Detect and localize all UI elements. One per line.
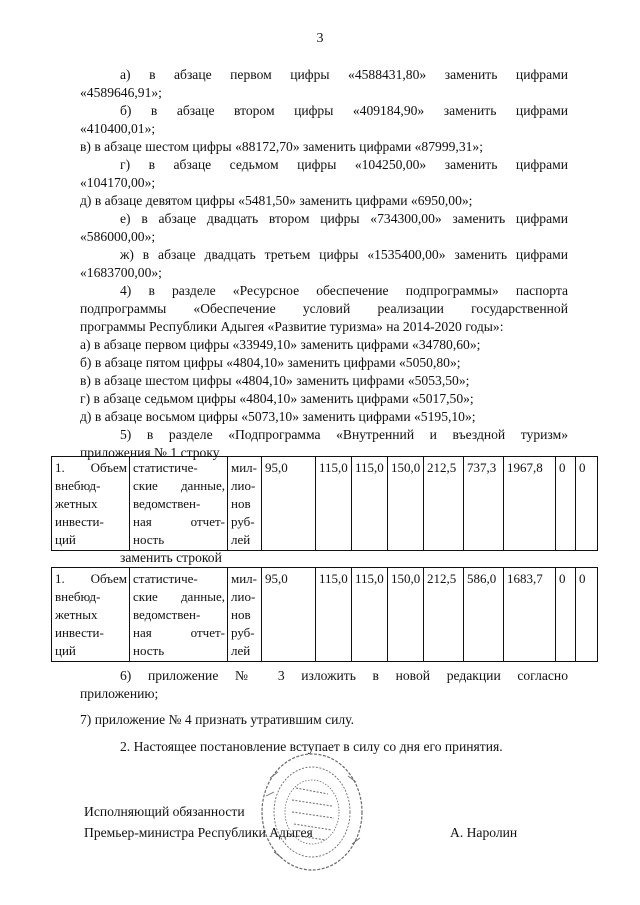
item-b-line2: «410400,01»;: [80, 121, 156, 136]
item-v: в) в абзаце шестом цифры «88172,70» заменить цифрами «87999,31»;: [80, 139, 483, 154]
table-row: [52, 457, 598, 551]
section4-line2: подпрограммы «Обеспечение условий реализации государственной: [80, 301, 568, 316]
unit-cell: мил- лио- нов руб- лей: [228, 457, 262, 551]
value-cell: 1683,7: [504, 568, 556, 662]
value-cell: 150,0: [388, 568, 424, 662]
item-b-line1: б) в абзаце втором цифры «409184,90» заменить цифрами: [120, 103, 568, 118]
closing-items: [80, 667, 568, 729]
value-cell: 95,0: [262, 457, 316, 551]
section5-line2: приложения № 1 строку: [80, 445, 220, 460]
new-row-table: [51, 567, 598, 662]
section5-line1: 5) в разделе «Подпрограмма «Внутренний и въездной туризм»: [120, 427, 568, 442]
item6-line1: 6) приложение № 3 изложить в новой редакции согласно: [120, 668, 568, 683]
item-a-line1: а) в абзаце первом цифры «4588431,80» заменить цифрами: [120, 67, 568, 82]
item-d: д) в абзаце девятом цифры «5481,50» заменить цифрами «6950,00»;: [80, 193, 473, 208]
item4-v: в) в абзаце шестом цифры «4804,10» заменить цифрами «5053,50»;: [80, 373, 470, 388]
source-cell: статистиче- ские данные, ведомствен- ная отчет- ность: [130, 457, 228, 551]
old-row-table: [51, 456, 598, 551]
item4-a: а) в абзаце первом цифры «33949,10» заменить цифрами «34780,60»;: [80, 337, 481, 352]
signatory-name: А. Наролин: [450, 825, 518, 840]
official-seal-stamp: [256, 748, 368, 876]
item-zh-line2: «1683700,00»;: [80, 265, 162, 280]
value-cell: 115,0: [352, 457, 388, 551]
value-cell: 115,0: [352, 568, 388, 662]
value-cell: 0: [556, 568, 576, 662]
value-cell: 0: [576, 457, 598, 551]
value-cell: 212,5: [424, 457, 464, 551]
value-cell: 95,0: [262, 568, 316, 662]
item-zh-line1: ж) в абзаце двадцать третьем цифры «1535400,00» заменить цифрами: [120, 247, 568, 262]
unit-cell: мил- лио- нов руб- лей: [228, 568, 262, 662]
item-e-line1: е) в абзаце двадцать втором цифры «734300,00» заменить цифрами: [120, 211, 568, 226]
item-g-line2: «104170,00»;: [80, 175, 156, 190]
section4-line3: программы Республики Адыгея «Развитие туризма» на 2014-2020 годы»:: [80, 319, 504, 334]
replace-with-row-label: заменить строкой: [120, 550, 222, 565]
item7: 7) приложение № 4 признать утратившим силу.: [80, 712, 354, 727]
value-cell: 150,0: [388, 457, 424, 551]
item-g-line1: г) в абзаце седьмом цифры «104250,00» заменить цифрами: [120, 157, 568, 172]
signatory-title-line1: Исполняющий обязанности: [84, 804, 245, 819]
value-cell: 115,0: [316, 457, 352, 551]
section4-line1: 4) в разделе «Ресурсное обеспечение подпрограммы» паспорта: [120, 283, 568, 298]
indicator-cell: 1. Объем внебюд- жетных инвести- ций: [52, 568, 130, 662]
table-row: [52, 568, 598, 662]
amendments-text: [80, 66, 568, 462]
item-a-line2: «4589646,91»;: [80, 85, 162, 100]
indicator-cell: 1. Объем внебюд- жетных инвести- ций: [52, 457, 130, 551]
value-cell: 0: [576, 568, 598, 662]
value-cell: 212,5: [424, 568, 464, 662]
item-e-line2: «586000,00»;: [80, 229, 156, 244]
item4-b: б) в абзаце пятом цифры «4804,10» заменить цифрами «5050,80»;: [80, 355, 461, 370]
signatory-title-line2: Премьер-министра Республики Адыгея: [84, 825, 313, 840]
value-cell: 115,0: [316, 568, 352, 662]
clause-2: 2. Настоящее постановление вступает в силу со дня его принятия.: [120, 739, 503, 754]
value-cell: 1967,8: [504, 457, 556, 551]
value-cell: 586,0: [464, 568, 504, 662]
source-cell: статистиче- ские данные, ведомствен- ная отчет- ность: [130, 568, 228, 662]
item4-d: д) в абзаце восьмом цифры «5073,10» заменить цифрами «5195,10»;: [80, 409, 476, 424]
value-cell: 737,3: [464, 457, 504, 551]
item4-g: г) в абзаце седьмом цифры «4804,10» заменить цифрами «5017,50»;: [80, 391, 474, 406]
page-number: 3: [316, 31, 324, 46]
value-cell: 0: [556, 457, 576, 551]
item6-line2: приложению;: [80, 686, 159, 701]
